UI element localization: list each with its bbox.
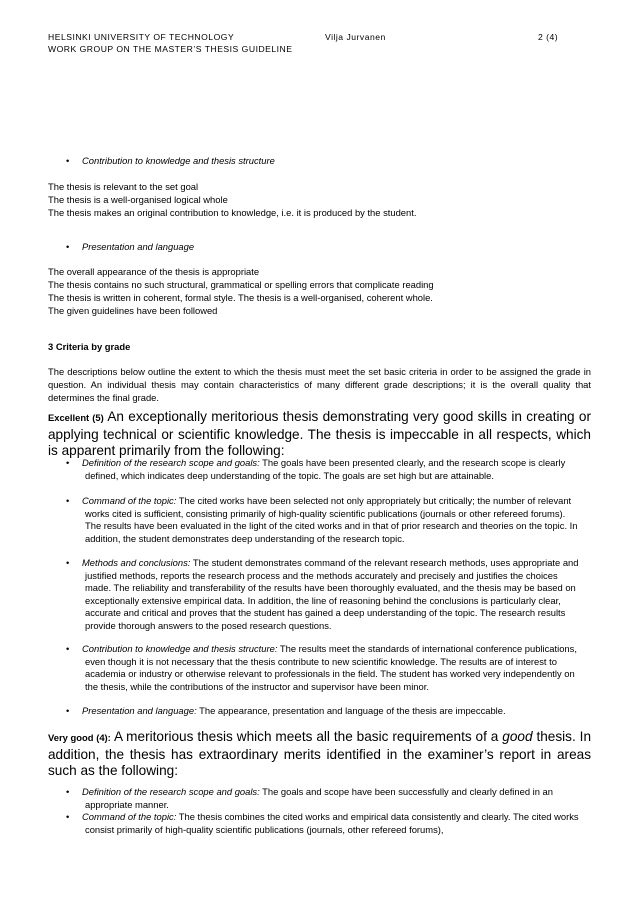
presentation-heading-text: Presentation and language: [82, 241, 195, 252]
presentation-line: The given guidelines have been followed: [48, 305, 218, 316]
bullet-icon: •: [66, 557, 70, 568]
header-subtitle: WORK GROUP ON THE MASTER’S THESIS GUIDELINE: [48, 44, 293, 54]
criteria-intro: The descriptions below outline the extent to which the thesis must meet the set basic criteria in order to be assigned the grade in question. An individual thesis may contain characteristics of many different grade descriptions; it is the overall quality that determines the final grade.: [48, 366, 591, 403]
item-term: Presentation and language:: [82, 705, 197, 716]
presentation-line: The overall appearance of the thesis is appropriate: [48, 266, 260, 277]
contribution-line: The thesis is a well-organised logical whole: [48, 194, 228, 205]
header-page-number: 2 (4): [538, 32, 559, 42]
presentation-line: The thesis is written in coherent, formal style. The thesis is a well-organised, coherent whole.: [48, 292, 433, 303]
bullet-icon: •: [66, 155, 70, 166]
item-text: The appearance, presentation and language of the thesis are impeccable.: [199, 705, 506, 716]
very-good-lead: [48, 729, 591, 780]
presentation-line: The thesis contains no such structural, grammatical or spelling errors that complicate reading: [48, 279, 434, 290]
list-item: [66, 495, 580, 545]
item-term: Methods and conclusions:: [82, 557, 191, 568]
bullet-icon: •: [66, 241, 70, 252]
bullet-icon: •: [66, 786, 70, 797]
item-term: Definition of the research scope and goals:: [82, 786, 260, 797]
list-item: [66, 705, 580, 718]
criteria-heading: 3 Criteria by grade: [48, 341, 131, 352]
list-item: [66, 811, 580, 836]
item-text: The results meet the standards of international conference publications, even though it is not necessary that the thesis contribute to new scientific knowledge. The results are of interest to academia or industry or otherwise relevant to professionals in the field. The student has worked very independently on the thesis, while the contributions of the instructor and supervisor have been minor.: [85, 643, 577, 692]
bullet-icon: •: [66, 495, 70, 506]
very-good-lead-before: A meritorious thesis which meets all the basic requirements of a: [113, 729, 499, 744]
contribution-heading-text: Contribution to knowledge and thesis structure: [82, 155, 275, 166]
item-text: The goals have been presented clearly, and the research scope is clearly defined, which indicates deep understanding of the topic. The goals are set high but are attainable.: [85, 457, 566, 481]
very-good-lead-emph: good: [502, 729, 533, 744]
contribution-line: The thesis is relevant to the set goal: [48, 181, 199, 192]
bullet-icon: •: [66, 811, 70, 822]
excellent-label: Excellent (5): [48, 412, 104, 423]
list-item: [66, 643, 580, 693]
excellent-lead-text: An exceptionally meritorious thesis demonstrating very good skills in creating or applying technical or scientific knowledge. The thesis is impeccable in all respects, which is apparent primarily from the following:: [48, 409, 592, 458]
bullet-icon: •: [66, 643, 70, 654]
bullet-icon: •: [66, 457, 70, 468]
very-good-lead-after: thesis. In addition, the thesis has extraordinary merits identified in the examiner’s report in areas such as the following:: [48, 729, 592, 778]
list-item: [66, 786, 580, 811]
item-text: The cited works have been selected not only appropriately but critically; the number of relevant works cited is sufficient, consisting primarily of high-quality scientific publications (journals or other refereed forums). The results have been evaluated in the light of the cited works and in that of prior research and theories on the topic. In addition, the student demonstrates deep understanding of the research topic.: [85, 495, 578, 544]
item-text: The thesis combines the cited works and empirical data consistently and clearly. The cited works consist primarily of high-quality scientific publications (journals, other refereed forums),: [85, 811, 579, 835]
header-institution: HELSINKI UNIVERSITY OF TECHNOLOGY: [48, 32, 235, 42]
bullet-icon: •: [66, 705, 70, 716]
contribution-line: The thesis makes an original contribution to knowledge, i.e. it is produced by the student.: [48, 207, 417, 218]
header-author: Vilja Jurvanen: [325, 32, 386, 42]
list-item: [66, 557, 580, 632]
item-text: The goals and scope have been successfully and clearly defined in an appropriate manner.: [85, 786, 553, 810]
item-term: Contribution to knowledge and thesis structure:: [82, 643, 278, 654]
item-term: Command of the topic:: [82, 495, 177, 506]
list-item: [66, 457, 580, 482]
excellent-lead: [48, 409, 591, 460]
item-term: Command of the topic:: [82, 811, 177, 822]
item-text: The student demonstrates command of the relevant research methods, uses appropriate and justified methods, reports the research process and the methods accurately and precisely and justifies the choices made. The reliability and transferability of the results have been thoroughly evaluated, and the thesis may be based on exceptionally extensive empirical data. In addition, the line of reasoning behind the conclusions is particularly clear, accurate and critical and proves that the student has gained a deep understanding of the topic. The research results provide thorough answers to the posed research questions.: [85, 557, 579, 631]
very-good-label: Very good (4):: [48, 732, 111, 743]
item-term: Definition of the research scope and goals:: [82, 457, 260, 468]
